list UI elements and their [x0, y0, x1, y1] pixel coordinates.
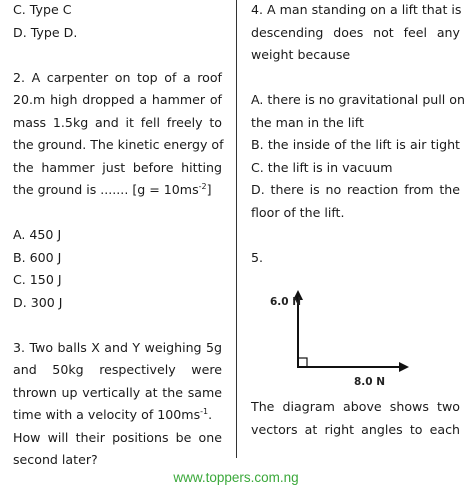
left-column: [13, 0, 222, 472]
vector-diagram-svg: [251, 290, 460, 390]
column-divider: [236, 0, 237, 458]
q3-text-line: 3. Two balls X and Y weighing 5g: [13, 339, 222, 355]
q4-text-line: weight because: [251, 47, 351, 62]
q2-option-c: C. 150 J: [13, 272, 62, 287]
q4-option-c: C. the lift is in vacuum: [251, 159, 393, 175]
horizontal-vector-label: 8.0 N: [354, 376, 386, 388]
q5-text-line: vectors at right angles to each: [251, 421, 460, 437]
q3-text-line: second later?: [13, 452, 98, 467]
q3-text-fragment: time with a velocity of 100ms: [13, 407, 201, 422]
q3-text-line: thrown up vertically at the same: [13, 384, 222, 400]
footer-website: www.toppers.com.ng: [173, 470, 299, 485]
q2-text-last-line: [13, 179, 222, 202]
q3-text-fragment: .: [208, 407, 213, 422]
q2-text-fragment: ]: [206, 182, 212, 197]
q3-text-line: [13, 404, 222, 427]
q2-option-b: B. 600 J: [13, 249, 62, 265]
vertical-vector-label: 6.0 N: [270, 296, 302, 308]
q4-option-d-cont: floor of the lift.: [251, 204, 345, 220]
q1-option-c: C. Type C: [13, 2, 72, 17]
q4-option-b: B. the inside of the lift is air tight: [251, 137, 460, 152]
q3-text-line: and 50kg respectively were: [13, 362, 222, 377]
vector-diagram: [251, 290, 460, 390]
q2-text-line: the hammer just before hitting: [13, 159, 222, 175]
q4-text-line: 4. A man standing on a lift that is: [251, 2, 462, 17]
q2-option-d: D. 300 J: [13, 294, 63, 310]
q4-option-a-cont: the man in the lift: [251, 114, 364, 130]
q4-option-d: D. there is no reaction from the: [251, 182, 460, 197]
q4-text-line: descending does not feel any: [251, 24, 460, 40]
q3-exponent: -1: [200, 407, 209, 416]
q1-option-d: D. Type D.: [13, 24, 78, 40]
q2-text-line: mass 1.5kg and it fell freely to: [13, 114, 222, 130]
q2-text-line: the ground. The kinetic energy of: [13, 137, 224, 152]
q2-exponent: -2: [198, 182, 207, 191]
q4-option-a: A. there is no gravitational pull on: [251, 92, 465, 107]
q2-text-line: 20.m high dropped a hammer of: [13, 92, 222, 107]
q5-number: 5.: [251, 249, 264, 265]
q2-text-line: 2. A carpenter on top of a roof: [13, 69, 222, 85]
horizontal-vector-arrowhead: [399, 362, 409, 372]
q5-text: [251, 396, 460, 441]
q2-option-a: A. 450 J: [13, 227, 62, 242]
q2-text-fragment: the ground is ....... [g = 10ms: [13, 182, 199, 197]
q3-text-line: How will their positions be one: [13, 429, 222, 445]
right-column: [251, 0, 465, 269]
q5-text-line: The diagram above shows two: [251, 399, 460, 414]
right-angle-marker: [298, 358, 307, 367]
